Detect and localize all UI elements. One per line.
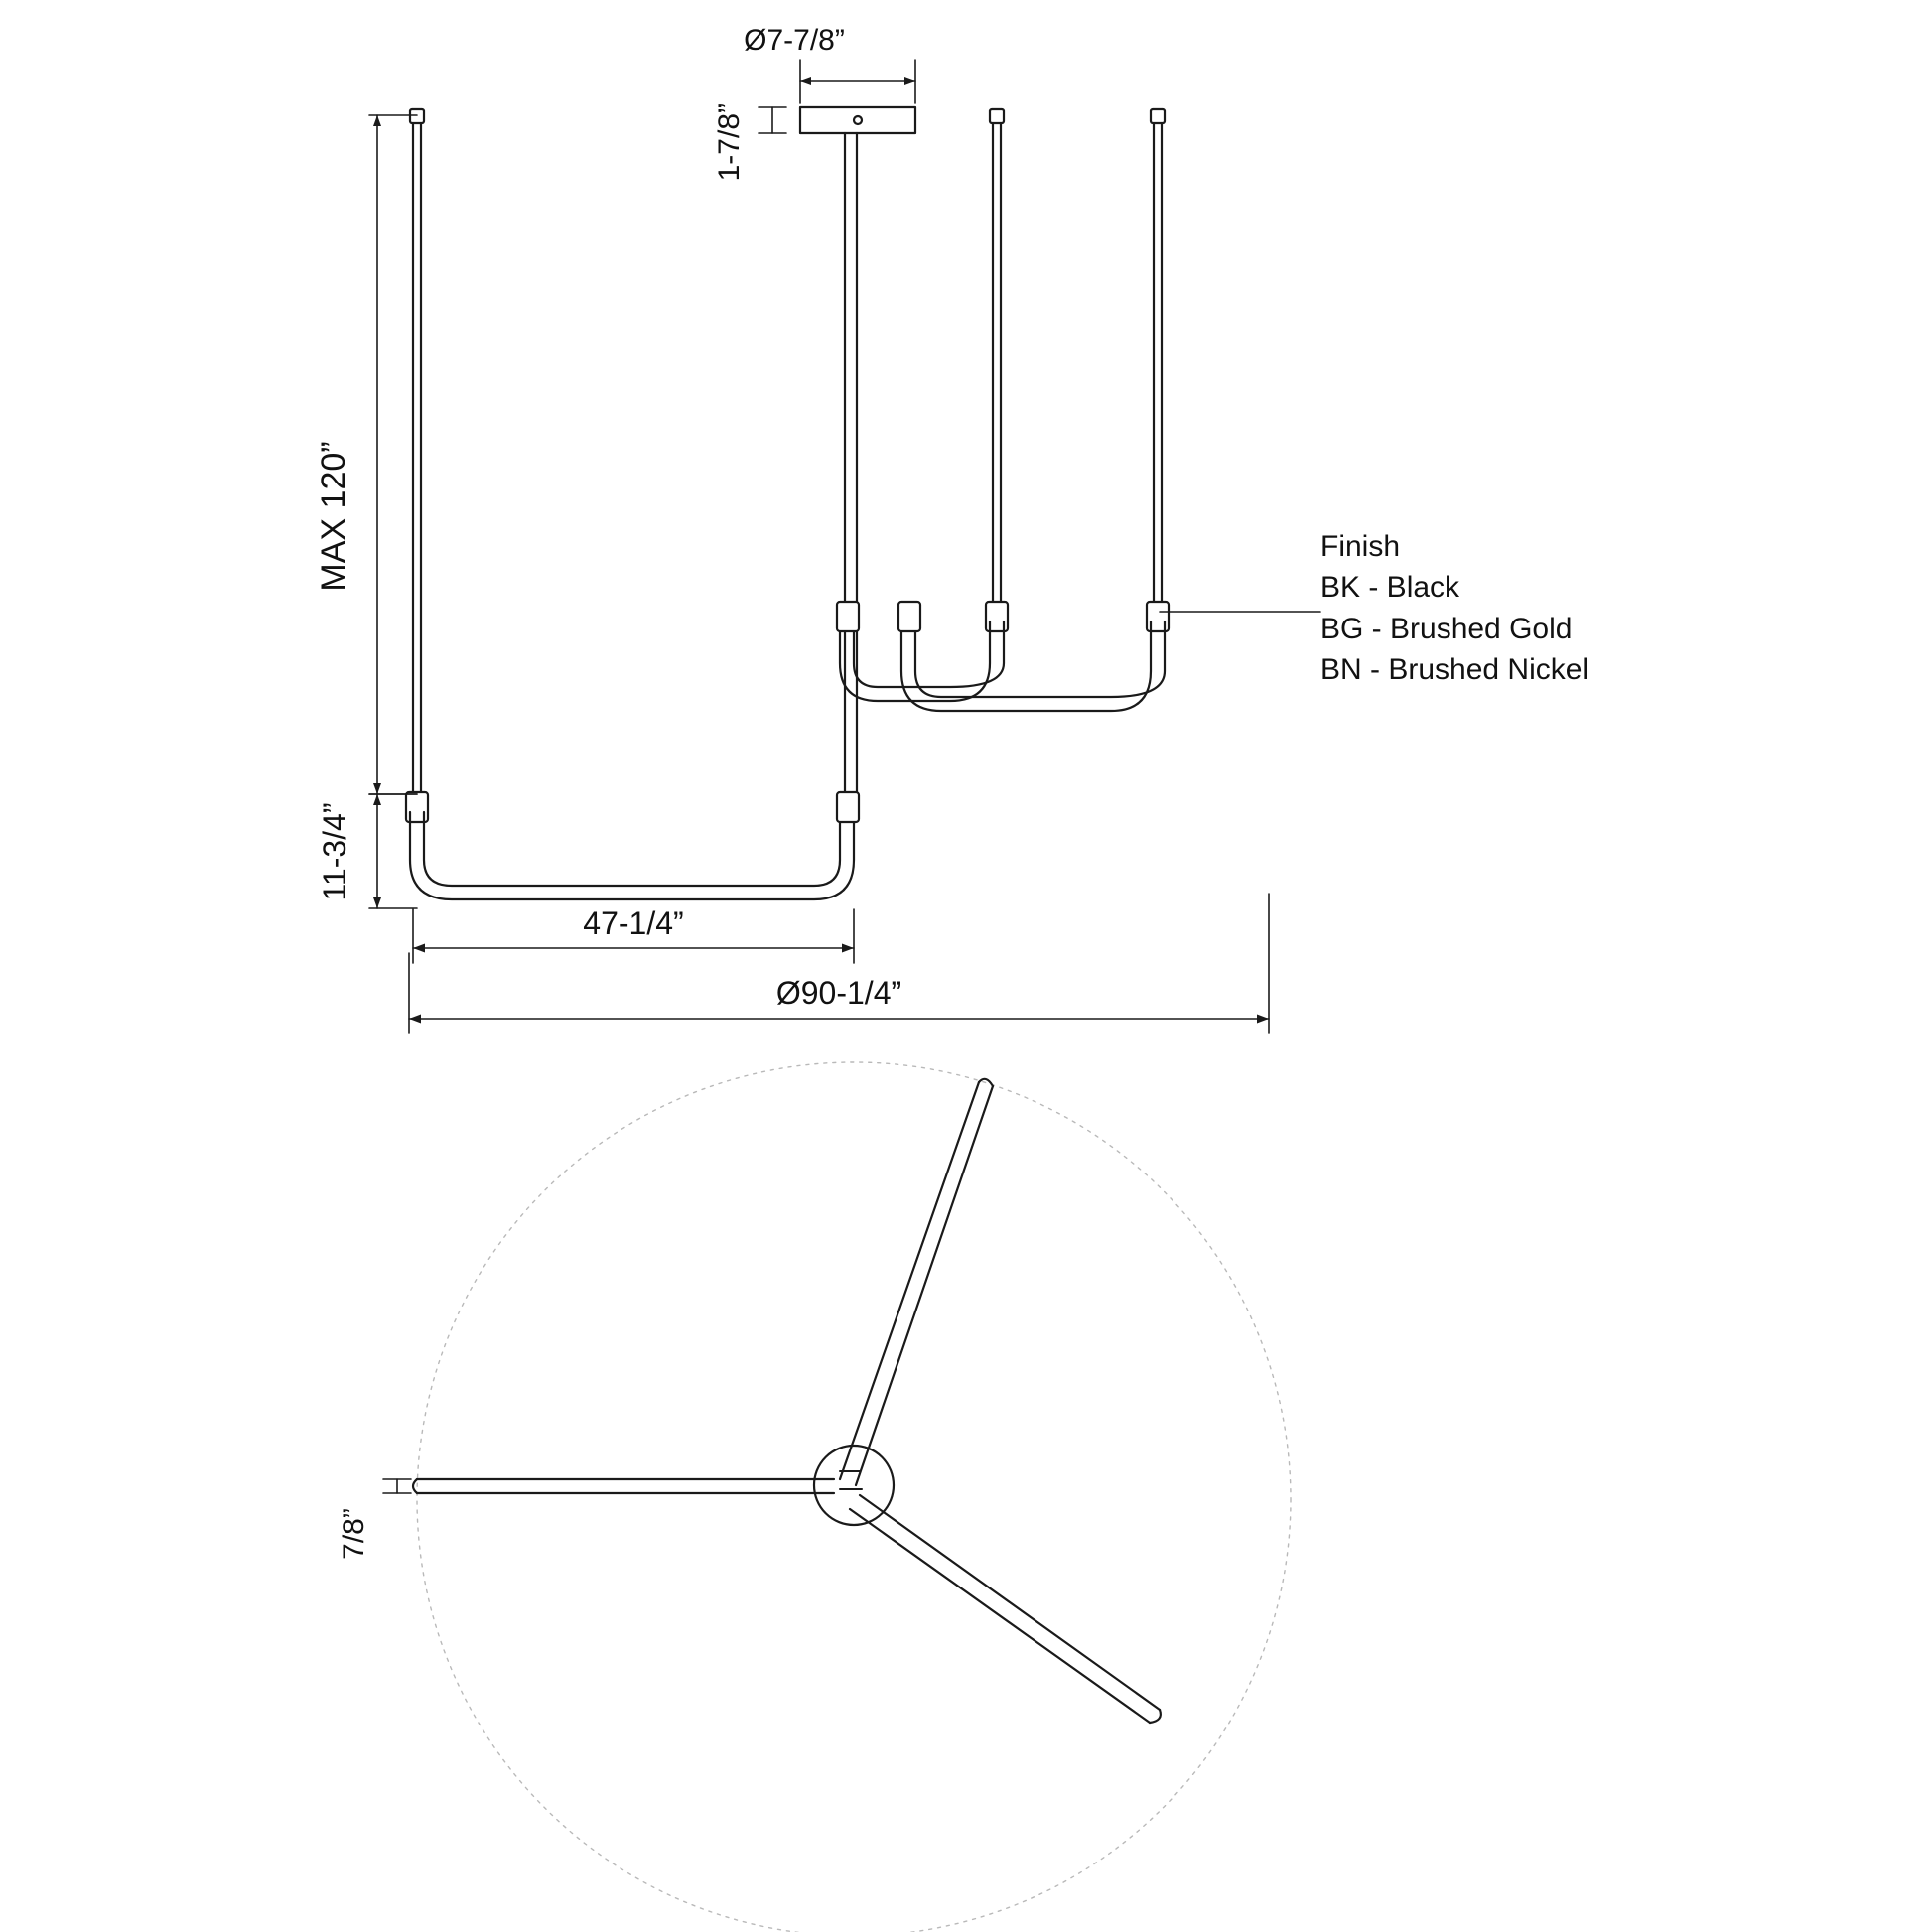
arm-front xyxy=(406,109,859,899)
finish-legend xyxy=(1320,526,1588,691)
finish-heading: Finish xyxy=(1320,530,1401,563)
plan-view xyxy=(383,1062,1291,1932)
label-max-drop: MAX 120” xyxy=(315,441,352,592)
finish-option-bk: BK - Black xyxy=(1320,571,1460,605)
dim-canopy-diameter xyxy=(800,60,915,103)
dim-max-drop xyxy=(369,115,417,794)
label-arm-span: 47-1/4” xyxy=(583,905,684,941)
dim-overall-diameter xyxy=(409,894,1269,1033)
dim-canopy-height xyxy=(759,107,786,133)
arm-middle xyxy=(837,109,1008,701)
label-canopy-height: 1-7/8” xyxy=(713,103,746,182)
label-arm-drop: 11-3/4” xyxy=(317,802,352,901)
label-rod-thickness: 7/8” xyxy=(338,1508,370,1560)
finish-option-bn: BN - Brushed Nickel xyxy=(1320,653,1589,687)
canopy xyxy=(800,107,915,133)
label-canopy-diameter: Ø7-7/8” xyxy=(744,24,845,57)
arm-back xyxy=(898,109,1169,711)
finish-option-bg: BG - Brushed Gold xyxy=(1320,612,1573,645)
label-overall-diameter: Ø90-1/4” xyxy=(775,975,902,1011)
